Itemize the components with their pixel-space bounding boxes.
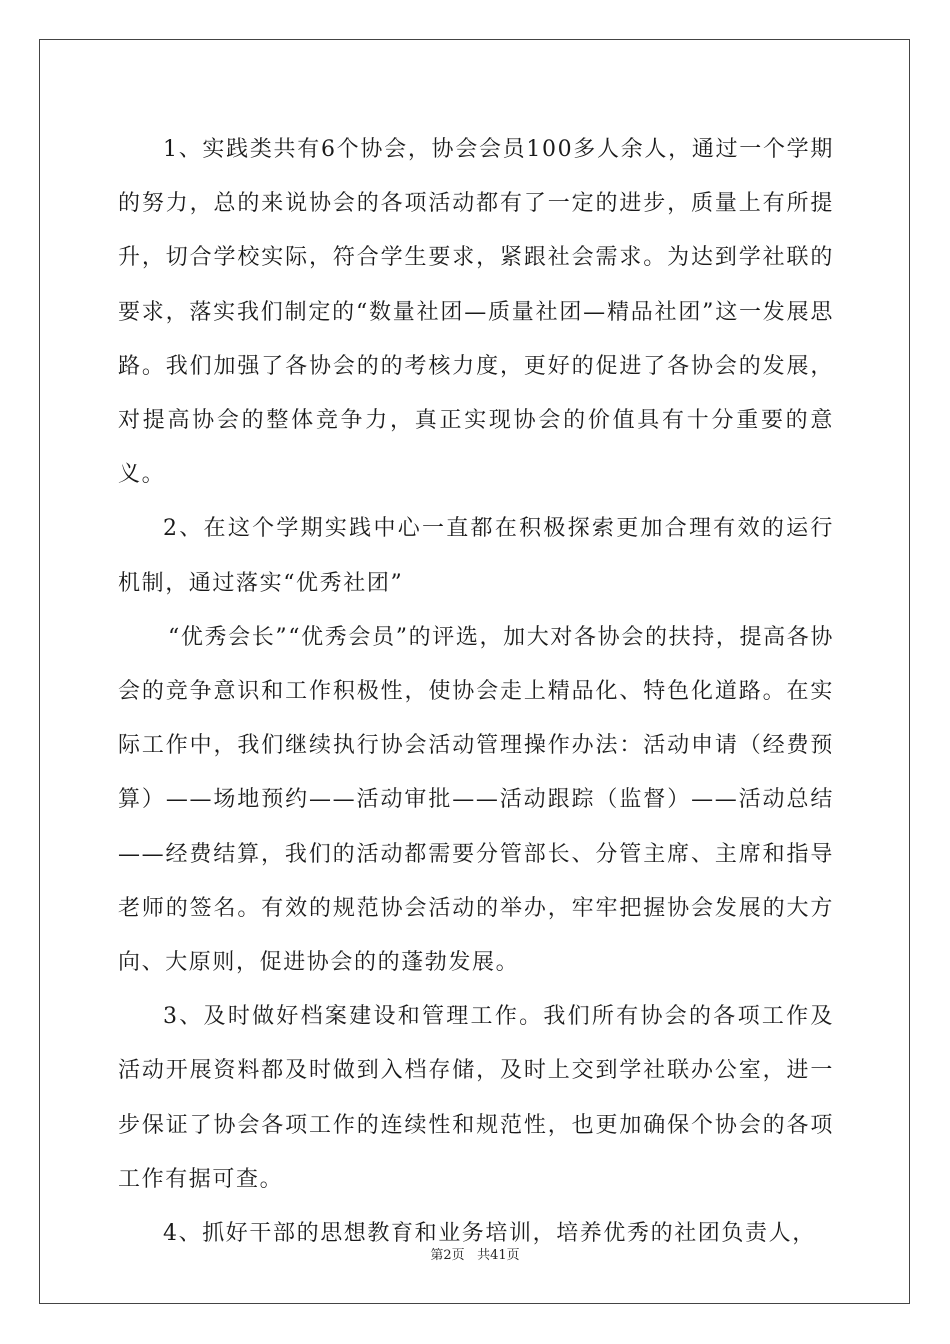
- paragraph-4: 3、及时做好档案建设和管理工作。我们所有协会的各项工作及活动开展资料都及时做到入档存储，及时上交到学社联办公室，进一步保证了协会各项工作的连续性和规范性，也更加确保个协会的各项工作有据可查。: [118, 1004, 834, 1192]
- page-number: 第2页: [430, 1248, 465, 1263]
- paragraph-5: 4、抓好干部的思想教育和业务培训，培养优秀的社团负责人，: [163, 1221, 816, 1247]
- document-body: [118, 123, 834, 1261]
- paragraph-2: 2、在这个学期实践中心一直都在积极探索更加合理有效的运行机制，通过落实“优秀社团”: [118, 516, 834, 596]
- paragraph-1: 1、实践类共有6个协会，协会会员100多人余人，通过一个学期的努力，总的来说协会的各项活动都有了一定的进步，质量上有所提升，切合学校实际，符合学生要求，紧跟社会需求。为达到学社联的要求，落实我们制定的“数量社团—质量社团—精品社团”这一发展思路。我们加强了各协会的的考核力度，更好的促进了各协会的发展，对提高协会的整体竞争力，真正实现协会的价值具有十分重要的意义。: [118, 137, 834, 488]
- page-total: 共41页: [477, 1248, 520, 1263]
- page-footer: [0, 1244, 950, 1263]
- paragraph-3: “优秀会长”“优秀会员”的评选，加大对各协会的扶持，提高各协会的竞争意识和工作积极性，使协会走上精品化、特色化道路。在实际工作中，我们继续执行协会活动管理操作办法：活动申请（经费预算）——场地预约——活动审批——活动跟踪（监督）——活动总结——经费结算，我们的活动都需要分管部长、分管主席、主席和指导老师的签名。有效的规范协会活动的举办，牢牢把握协会发展的大方向、大原则，促进协会的的蓬勃发展。: [118, 624, 834, 976]
